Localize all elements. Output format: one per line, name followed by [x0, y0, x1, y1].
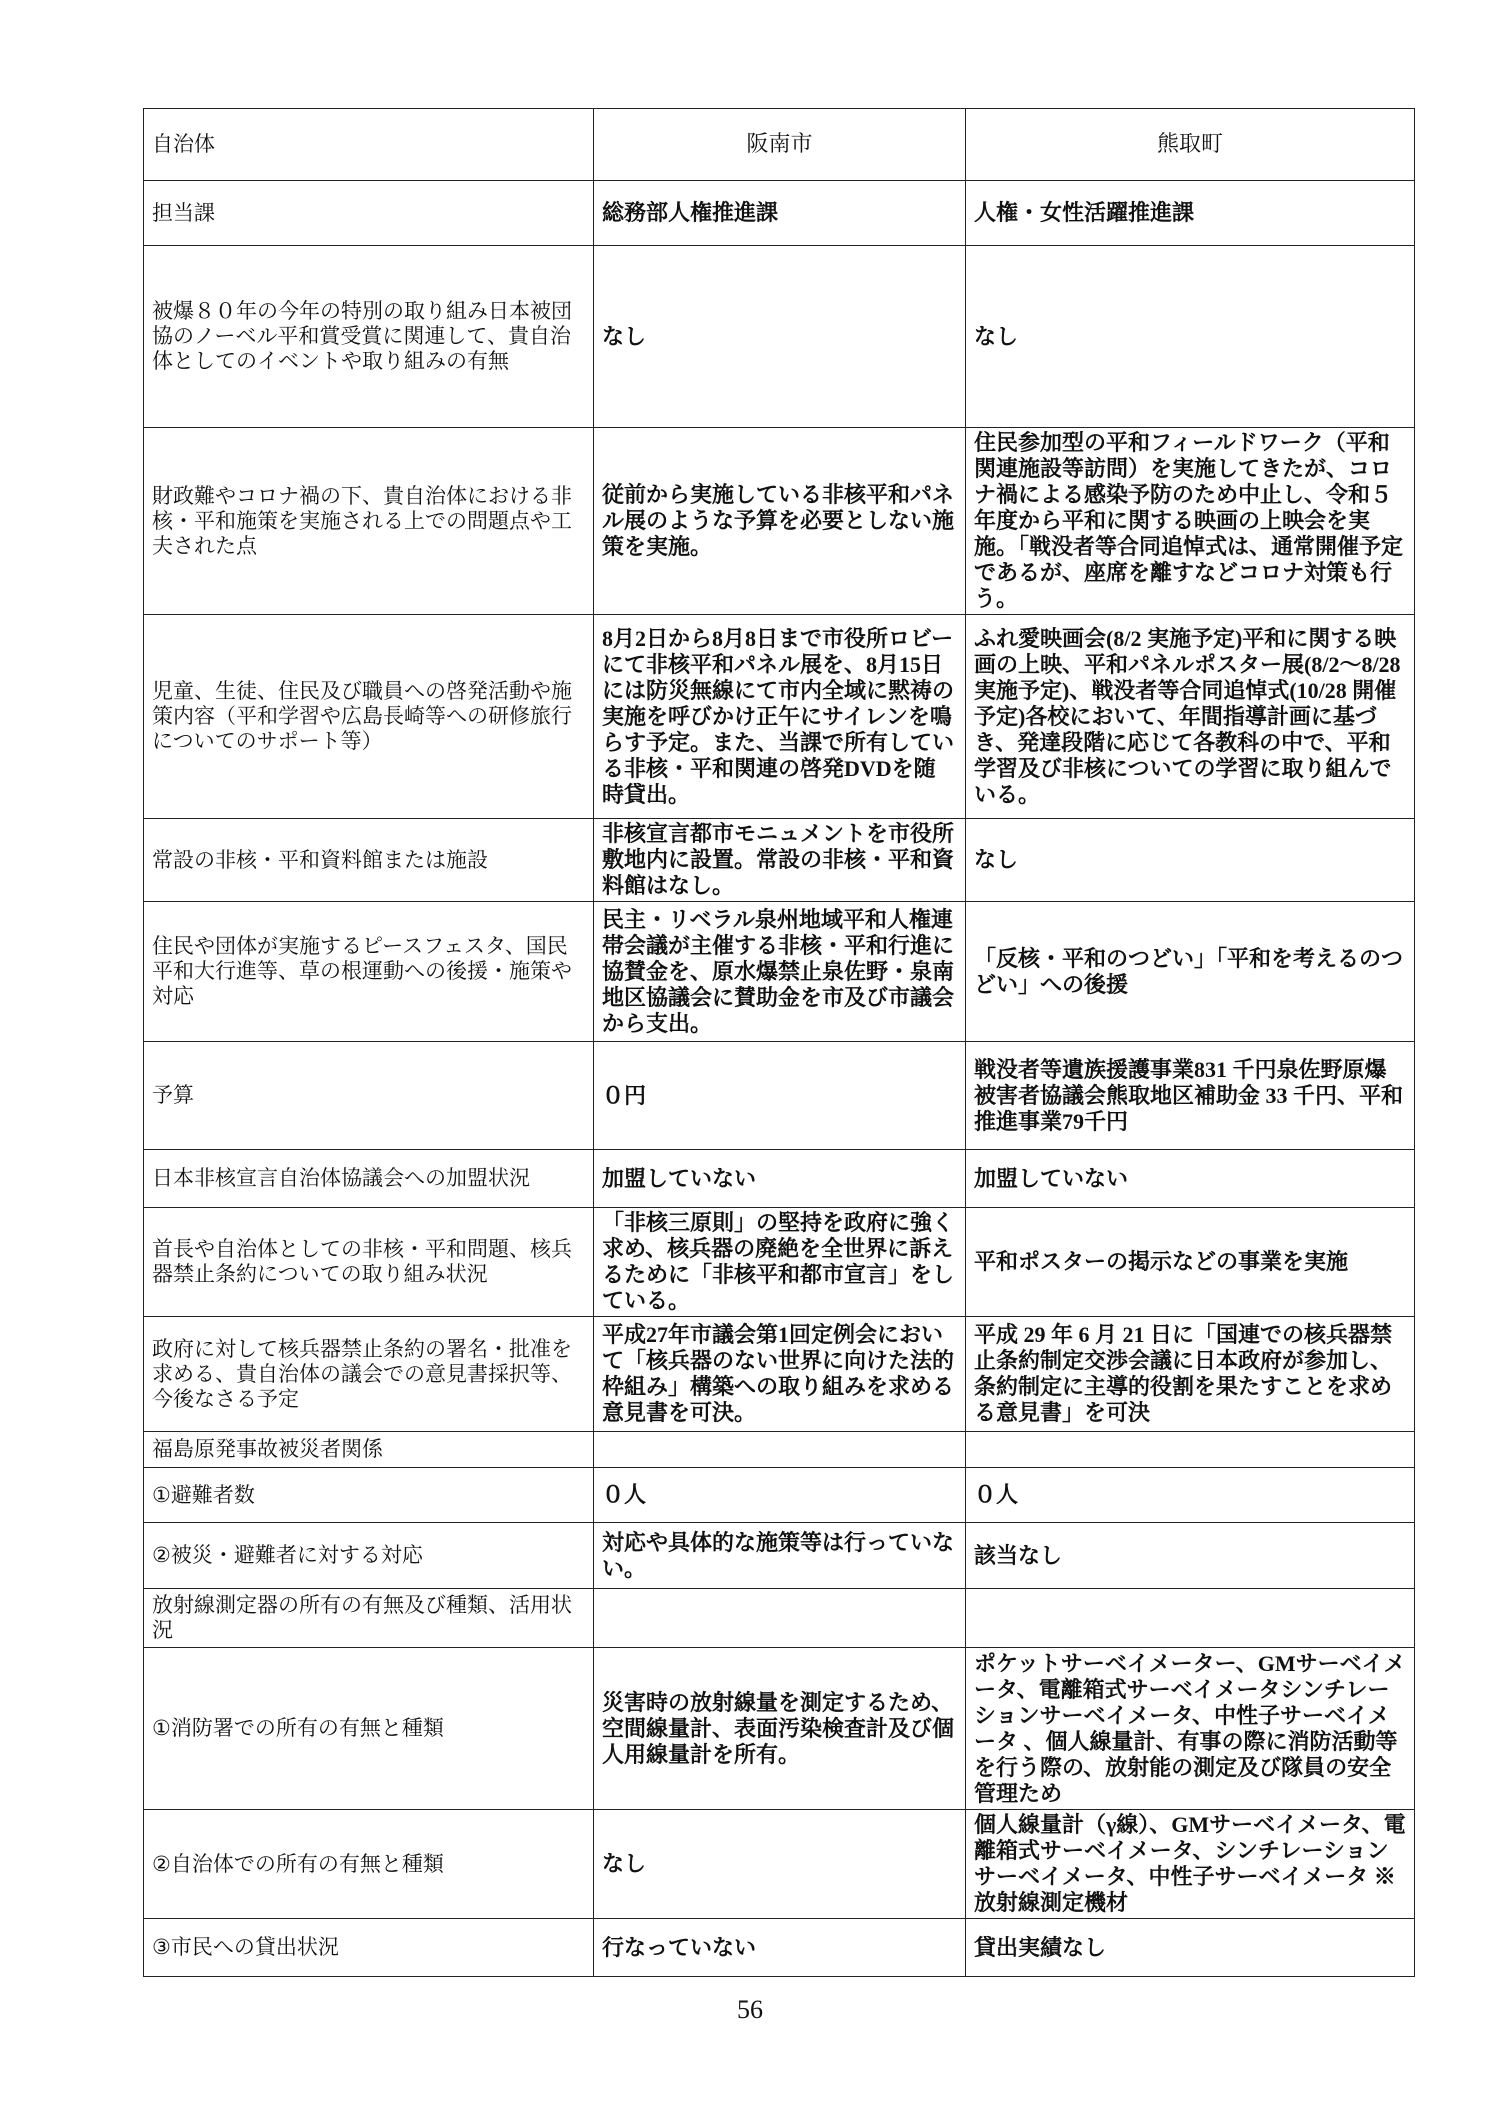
header-hannan: 阪南市 — [594, 109, 966, 181]
kumatori-answer: 人権・女性活躍推進課 — [966, 181, 1415, 246]
question-cell: 首長や自治体としての非核・平和問題、核兵器禁止条約についての取り組み状況 — [144, 1208, 594, 1317]
hannan-answer: 行なっていない — [594, 1919, 966, 1977]
section-heading-fukushima: 福島原発事故被災者関係 — [144, 1432, 594, 1468]
table-row — [144, 1042, 1415, 1150]
question-cell: ③市民への貸出状況 — [144, 1919, 594, 1977]
hannan-answer: 総務部人権推進課 — [594, 181, 966, 246]
kumatori-answer: 住民参加型の平和フィールドワーク（平和関連施設等訪問）を実施してきたが、コロナ禍による感染予防のため中止し、令和５年度から平和に関する映画の上映会を実施。「戦没者等合同追悼式は、通常開催予定であるが、座席を離すなどコロナ対策も行う。 — [966, 428, 1415, 615]
hannan-answer: 非核宣言都市モニュメントを市役所敷地内に設置。常設の非核・平和資料館はなし。 — [594, 819, 966, 902]
kumatori-answer: ０人 — [966, 1468, 1415, 1523]
question-cell: 住民や団体が実施するピースフェスタ、国民平和大行進等、草の根運動への後援・施策や対応 — [144, 902, 594, 1042]
kumatori-answer — [966, 1589, 1415, 1648]
table-row — [144, 1648, 1415, 1810]
table-row — [144, 1919, 1415, 1977]
table-row — [144, 1150, 1415, 1208]
hannan-answer: 民主・リベラル泉州地域平和人権連帯会議が主催する非核・平和行進に協賛金を、原水爆禁止泉佐野・泉南地区協議会に賛助金を市及び市議会から支出。 — [594, 902, 966, 1042]
question-cell: 日本非核宣言自治体協議会への加盟状況 — [144, 1150, 594, 1208]
table-row — [144, 1523, 1415, 1589]
survey-table — [143, 108, 1415, 1977]
question-cell: ②被災・避難者に対する対応 — [144, 1523, 594, 1589]
hannan-answer: 災害時の放射線量を測定するため、空間線量計、表面汚染検査計及び個人用線量計を所有。 — [594, 1648, 966, 1810]
kumatori-answer: 加盟していない — [966, 1150, 1415, 1208]
question-cell: 財政難やコロナ禍の下、貴自治体における非核・平和施策を実施される上での問題点や工夫された点 — [144, 428, 594, 615]
kumatori-answer: なし — [966, 246, 1415, 428]
hannan-answer: なし — [594, 1810, 966, 1919]
kumatori-answer: なし — [966, 819, 1415, 902]
table-row — [144, 1317, 1415, 1432]
question-cell: 政府に対して核兵器禁止条約の署名・批准を求める、貴自治体の議会での意見書採択等、今後なさる予定 — [144, 1317, 594, 1432]
hannan-answer: ０人 — [594, 1468, 966, 1523]
question-cell: ①消防署での所有の有無と種類 — [144, 1648, 594, 1810]
hannan-answer: 加盟していない — [594, 1150, 966, 1208]
table-row — [144, 428, 1415, 615]
question-cell: ②自治体での所有の有無と種類 — [144, 1810, 594, 1919]
kumatori-answer: 平和ポスターの掲示などの事業を実施 — [966, 1208, 1415, 1317]
header-row — [144, 109, 1415, 181]
hannan-answer: 平成27年市議会第1回定例会において「核兵器のない世界に向けた法的枠組み」構築への取り組みを求める意見書を可決。 — [594, 1317, 966, 1432]
question-cell: 被爆８０年の今年の特別の取り組み日本被団協のノーベル平和賞受賞に関連して、貴自治体としてのイベントや取り組みの有無 — [144, 246, 594, 428]
kumatori-answer: 貸出実績なし — [966, 1919, 1415, 1977]
kumatori-answer: ふれ愛映画会(8/2 実施予定)平和に関する映画の上映、平和パネルポスター展(8/2～8/28 実施予定)、戦没者等合同追悼式(10/28 開催予定)各校において、年間指導計画に基づき、発達段階に応じて各教科の中で、平和学習及び非核についての学習に取り組んでいる。 — [966, 615, 1415, 819]
hannan-answer: 従前から実施している非核平和パネル展のような予算を必要としない施策を実施。 — [594, 428, 966, 615]
hannan-answer — [594, 1589, 966, 1648]
question-cell: 児童、生徒、住民及び職員への啓発活動や施策内容（平和学習や広島長崎等への研修旅行についてのサポート等） — [144, 615, 594, 819]
header-kumatori: 熊取町 — [966, 109, 1415, 181]
question-cell: 予算 — [144, 1042, 594, 1150]
kumatori-answer — [966, 1432, 1415, 1468]
table-row — [144, 1208, 1415, 1317]
hannan-answer: なし — [594, 246, 966, 428]
question-cell: ①避難者数 — [144, 1468, 594, 1523]
question-cell: 担当課 — [144, 181, 594, 246]
hannan-answer: ０円 — [594, 1042, 966, 1150]
kumatori-answer: 「反核・平和のつどい」「平和を考えるのつどい」への後援 — [966, 902, 1415, 1042]
kumatori-answer: ポケットサーベイメーター、GMサーベイメータ、電離箱式サーベイメータシンチレーションサーベイメータ、中性子サーベイメータ 、個人線量計、有事の際に消防活動等を行う際の、放射能の測定及び隊員の安全管理ため — [966, 1648, 1415, 1810]
table-row — [144, 1468, 1415, 1523]
kumatori-answer: 該当なし — [966, 1523, 1415, 1589]
table-row — [144, 1432, 1415, 1468]
hannan-answer: 8月2日から8月8日まで市役所ロビーにて非核平和パネル展を、8月15日には防災無線にて市内全域に黙祷の実施を呼びかけ正午にサイレンを鳴らす予定。また、当課で所有している非核・平和関連の啓発DVDを随時貸出。 — [594, 615, 966, 819]
kumatori-answer: 戦没者等遺族援護事業831 千円泉佐野原爆被害者協議会熊取地区補助金 33 千円、平和推進事業79千円 — [966, 1042, 1415, 1150]
kumatori-answer: 平成 29 年 6 月 21 日に「国連での核兵器禁止条約制定交渉会議に日本政府が参加し、条約制定に主導的役割を果たすことを求める意見書」を可決 — [966, 1317, 1415, 1432]
question-cell: 常設の非核・平和資料館または施設 — [144, 819, 594, 902]
hannan-answer: 「非核三原則」の堅持を政府に強く求め、核兵器の廃絶を全世界に訴えるために「非核平和都市宣言」をしている。 — [594, 1208, 966, 1317]
table-row — [144, 1589, 1415, 1648]
table-row — [144, 902, 1415, 1042]
table-row — [144, 181, 1415, 246]
table-row — [144, 246, 1415, 428]
table-row — [144, 615, 1415, 819]
kumatori-answer: 個人線量計（γ線）、GMサーベイメータ、電離箱式サーベイメータ、シンチレーションサーベイメータ、中性子サーベイメータ ※放射線測定機材 — [966, 1810, 1415, 1919]
table-row — [144, 819, 1415, 902]
page-number: 56 — [737, 1995, 763, 2024]
table-row — [144, 1810, 1415, 1919]
section-heading-radiation: 放射線測定器の所有の有無及び種類、活用状況 — [144, 1589, 594, 1648]
hannan-answer: 対応や具体的な施策等は行っていない。 — [594, 1523, 966, 1589]
hannan-answer — [594, 1432, 966, 1468]
header-municipality: 自治体 — [144, 109, 594, 181]
